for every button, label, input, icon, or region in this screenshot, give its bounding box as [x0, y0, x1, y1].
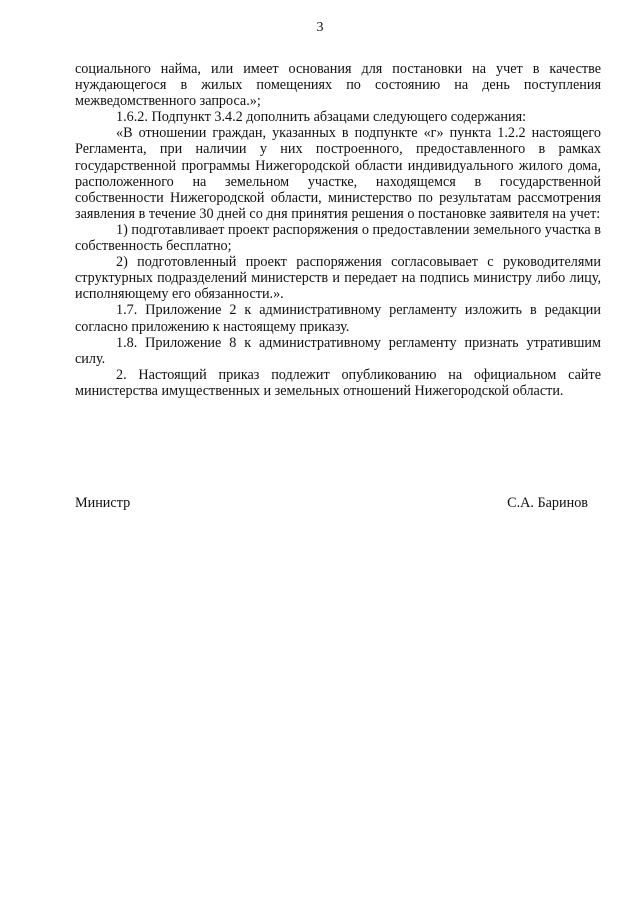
paragraph-1-8: 1.8. Приложение 8 к административному регламенту признать утратившим силу.	[75, 334, 601, 367]
signature-position: Министр	[75, 495, 131, 511]
paragraph-2: 2. Настоящий приказ подлежит опубликованию на официальном сайте министерства имущественных и земельных отношений Нижегородской области.	[75, 366, 601, 399]
signature-name: С.А. Баринов	[507, 495, 588, 511]
paragraph-1-6-2: 1.6.2. Подпункт 3.4.2 дополнить абзацами следующего содержания:	[116, 109, 527, 126]
page-number: 3	[316, 20, 324, 35]
paragraph-quote: «В отношении граждан, указанных в подпункте «г» пункта 1.2.2 настоящего Регламента, при наличии у них построенного, предоставленного в рамках государственной программы Нижегородской области индивидуального жилого дома, расположенного на земельном участке, находящемся в государственной собственности Нижегородской области, министерство по результатам рассмотрения заявления в течение 30 дней со дня принятия решения о постановке заявителя на учет:	[75, 125, 601, 222]
paragraph-item-2: 2) подготовленный проект распоряжения согласовывает с руководителями структурных подразделений министерств и передает на подпись министру либо лицу, исполняющему его обязанности.».	[75, 254, 601, 303]
paragraph-item-1: 1) подготавливает проект распоряжения о предоставлении земельного участка в собственность бесплатно;	[75, 221, 601, 255]
paragraph-1-7: 1.7. Приложение 2 к административному регламенту изложить в редакции согласно приложению к настоящему приказу.	[75, 302, 601, 335]
paragraph-continuation: социального найма, или имеет основания для постановки на учет в качестве нуждающегося в жилых помещениях по состоянию на день поступления межведомственного запроса.»;	[75, 61, 601, 110]
document-body	[75, 61, 601, 399]
signature-block	[75, 495, 588, 511]
